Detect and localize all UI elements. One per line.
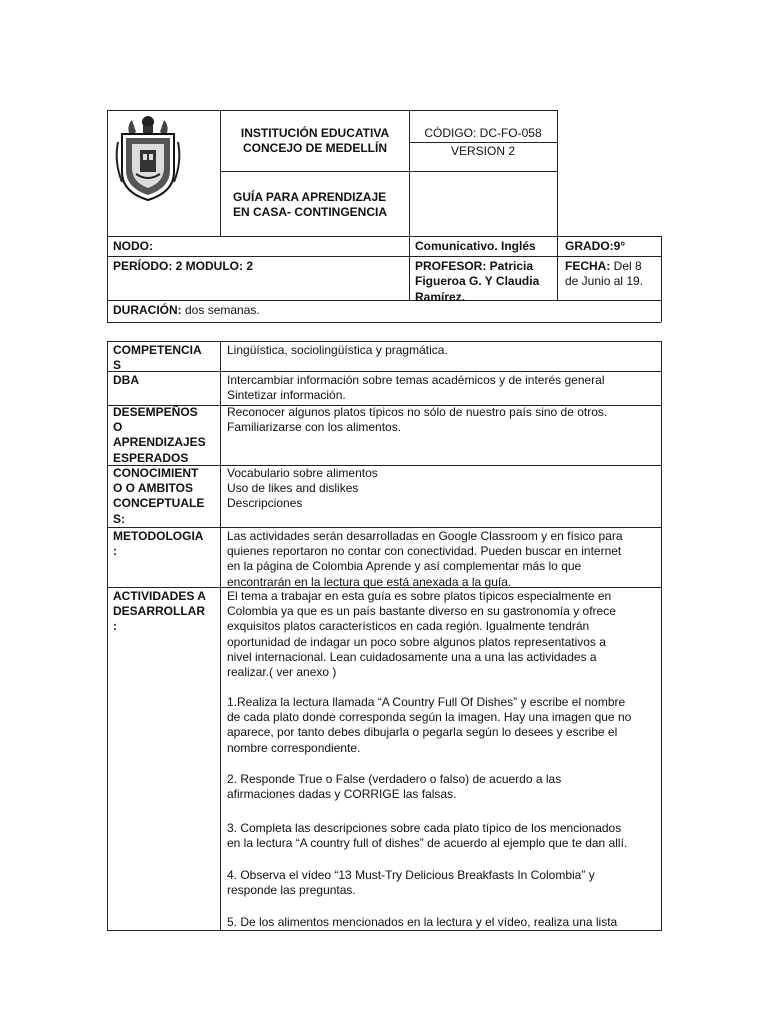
document-version: VERSION 2 <box>450 144 516 158</box>
guide-title: GUÍA PARA APRENDIZAJE EN CASA- CONTINGENCIA <box>233 190 388 220</box>
duration-value: dos semanas. <box>181 303 260 317</box>
dba-content: Intercambiar información sobre temas académicos y de interés general Sintetizar información. <box>227 373 605 403</box>
date-value: Del 8 de Junio al 19. <box>565 259 644 289</box>
desempenos-label: DESEMPEÑOS O APRENDIZAJES ESPERADOS <box>113 405 206 465</box>
competencias-content: Lingüística, sociolingüística y pragmática. <box>227 343 448 357</box>
conocimientos-label: CONOCIMIENT O O AMBITOS CONCEPTUALE S: <box>113 466 205 526</box>
activity-5: 5. De los alimentos mencionados en la lectura y el vídeo, realiza una lista <box>227 915 618 929</box>
activity-1: 1.Realiza la lectura llamada “A Country Full Of Dishes” y escribe el nombre de cada plato donde corresponda según la imagen. Hay una imagen que no aparece, por tanto debes dibujarla o pegarla según lo desees y escribe el nombre correspondiente. <box>227 695 632 755</box>
metodologia-label: METODOLOGIA : <box>113 529 204 559</box>
activity-4: 4. Observa el vídeo “13 Must-Try Delicious Breakfasts In Colombia” y responde las preguntas. <box>227 868 595 898</box>
date-field <box>565 259 660 290</box>
date-label: FECHA: <box>565 259 611 273</box>
duration-label: DURACIÓN: <box>113 303 182 317</box>
activity-2: 2. Responde True o False (verdadero o falso) de acuerdo a las afirmaciones dadas y CORRIGE las falsas. <box>227 772 562 802</box>
period-label: PERÍODO: 2 MODULO: 2 <box>113 259 254 273</box>
conocimientos-content: Vocabulario sobre alimentos Uso de likes and dislikes Descripciones <box>227 466 378 511</box>
document-code: CÓDIGO: DC-FO-058 <box>424 126 542 140</box>
coat-of-arms-logo <box>112 112 184 202</box>
grade-label: GRADO:9° <box>565 239 626 253</box>
duration-field <box>113 303 260 318</box>
nodo-label: NODO: <box>113 239 153 253</box>
competencias-label: COMPETENCIA S <box>113 343 202 373</box>
institution-name: INSTITUCIÓN EDUCATIVA CONCEJO DE MEDELLÍN <box>240 126 390 156</box>
dba-label: DBA <box>113 373 139 387</box>
actividades-intro: El tema a trabajar en esta guía es sobre platos típicos especialmente en Colombia ya que es un país bastante diverso en su gastronomía y ofrece exquisitos platos característicos en cada región. Igualmente tendrán oportunidad de indagar un poco sobre algunos platos representativos a nivel internacional. Lean cuidadosamente una a una las actividades a realizar.( ver anexo ) <box>227 589 616 680</box>
area-label: Comunicativo. Inglés <box>415 239 536 253</box>
activity-3: 3. Completa las descripciones sobre cada plato típico de los mencionados en la lectura “A country full of dishes” de acuerdo al ejemplo que te dan allí. <box>227 821 628 851</box>
metodologia-content: Las actividades serán desarrolladas en Google Classroom y en físico para quienes reportaron no contar con conectividad. Pueden buscar en internet en la página de Colombia Aprende y así complementar más lo que encontrarán en la lectura que está anexada a la guía. <box>227 529 623 589</box>
professor-label: PROFESOR: Patricia Figueroa G. Y Claudia Ramírez. <box>415 259 540 304</box>
actividades-label: ACTIVIDADES A DESARROLLAR : <box>113 589 206 634</box>
desempenos-content: Reconocer algunos platos típicos no sólo de nuestro país sino de otros. Familiarizarse con los alimentos. <box>227 405 608 435</box>
